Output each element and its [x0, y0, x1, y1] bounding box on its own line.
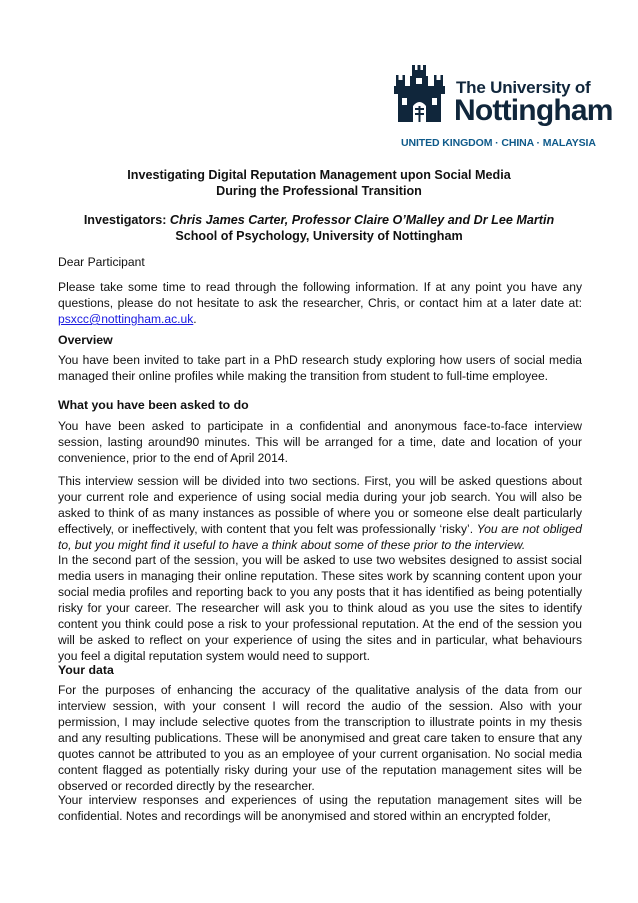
overview-heading: Overview	[58, 333, 113, 347]
intro-text: Please take some time to read through the following information. If at any point you have any questions, please do not hesitate to ask the researcher, Chris, or contact him at a later date at:	[58, 280, 582, 310]
investigators-line	[0, 213, 638, 227]
document-title-line1: Investigating Digital Reputation Management upon Social Media	[127, 168, 511, 182]
greeting: Dear Participant	[58, 255, 145, 269]
intro-paragraph: Please take some time to read through the following information. If at any point you have any questions, please do not hesitate to ask the researcher, Chris, or contact him at a later date at: psxcc@nottingham.ac.uk.	[58, 280, 582, 326]
overview-paragraph: You have been invited to take part in a PhD research study exploring how users of social media managed their online profiles while making the transition from student to full-time employee.	[58, 353, 582, 383]
asked-paragraph-2: This interview session will be divided into two sections. First, you will be asked questions about your current role and experience of using social media during your job search. You will also be asked to think of as many instances as possible of where you or someone else dealt particularly effectively, or ineffectively, with content that you felt was professionally ‘risky’. You are not obliged to, but you might find it useful to have a think about some of these prior to the interview.	[58, 474, 582, 552]
asked-heading: What you have been asked to do	[58, 398, 249, 412]
asked-paragraph-3: In the second part of the session, you will be asked to use two websites designed to assist social media users in managing their online reputation. These sites work by scanning content upon your social media profiles and reporting back to you any posts that it has identified as being potentially risky for your career. The researcher will ask you to think aloud as you use the sites to identify content you think could pose a risk to your professional reputation. At the end of the session you will be asked to reflect on your experience of using the sites and in particular, what behaviours you feel a digital reputation system would need to support.	[58, 553, 582, 663]
logo-university-of: The University of	[456, 78, 591, 97]
logo-nottingham: Nottingham	[454, 94, 613, 127]
data-heading: Your data	[58, 663, 114, 677]
data-paragraph-1: For the purposes of enhancing the accuracy of the qualitative analysis of the data from our interview session, with your consent I will record the audio of the session. Also with your permission, I may include selective quotes from the transcription to illustrate points in my thesis and any resulting publications. These will be anonymised and great care taken to ensure that any quotes cannot be attributed to you as an employee of your current organisation. No social media content flagged as potentially risky during your use of the reputation management sites will be observed or recorded directly by the researcher.	[58, 683, 582, 793]
asked-paragraph-2-italic: You are not obliged to, but you might find it useful to have a think about some of these prior to the interview.	[58, 522, 582, 552]
investigators-names: Chris James Carter, Professor Claire O’Malley and Dr Lee Martin	[169, 213, 555, 227]
document-title-line2: During the Professional Transition	[216, 184, 422, 198]
logo-campuses: UNITED KINGDOM · CHINA · MALAYSIA	[401, 137, 596, 149]
investigators-label: Investigators:	[83, 213, 167, 227]
university-logo	[392, 62, 613, 157]
castle-crest-icon	[392, 62, 448, 132]
school-line: School of Psychology, University of Nottingham	[175, 229, 463, 243]
asked-paragraph-1: You have been asked to participate in a confidential and anonymous face-to-face interview session, lasting around90 minutes. This will be arranged for a time, date and location of your convenience, prior to the end of April 2014.	[58, 419, 582, 465]
data-paragraph-2: Your interview responses and experiences of using the reputation management sites will be confidential. Notes and recordings will be anonymised and stored within an encrypted folder,	[58, 793, 582, 823]
contact-email-link[interactable]: psxcc@nottingham.ac.uk	[58, 312, 194, 326]
